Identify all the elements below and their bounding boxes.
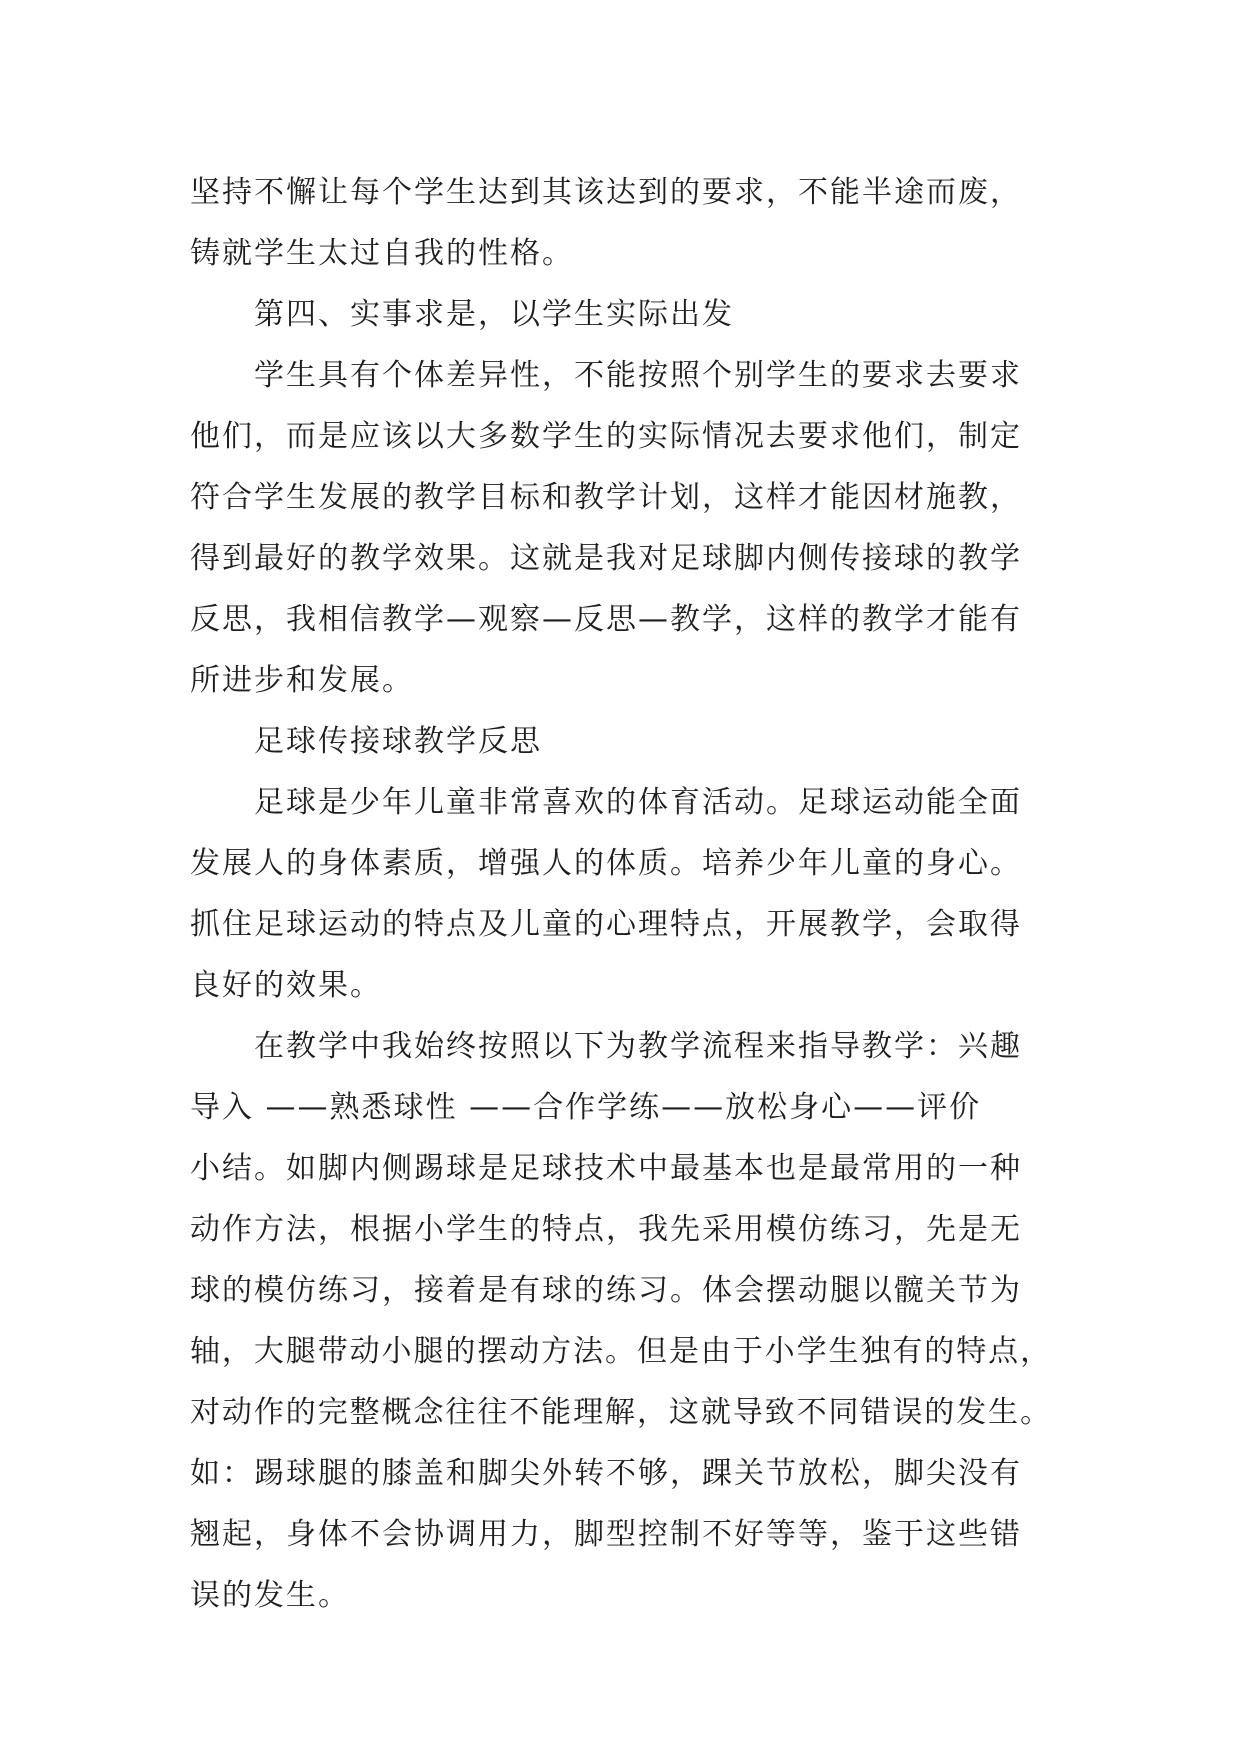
text-line: 对动作的完整概念往往不能理解，这就导致不同错误的发生。	[190, 1395, 1052, 1430]
text-line: 抓住足球运动的特点及儿童的心理特点，开展教学，会取得	[190, 907, 1022, 942]
text-line: 反思，我相信教学—观察—反思—教学，这样的教学才能有	[190, 602, 1022, 637]
text-line: 轴，大腿带动小腿的摆动方法。但是由于小学生独有的特点，	[190, 1334, 1052, 1369]
text-line: 足球传接球教学反思	[254, 724, 542, 759]
text-line: 足球是少年儿童非常喜欢的体育活动。足球运动能全面	[254, 785, 1022, 820]
text-line: 导入 ——熟悉球性 ——合作学练——放松身心——评价	[190, 1090, 982, 1125]
text-line: 学生具有个体差异性，不能按照个别学生的要求去要求	[254, 358, 1022, 393]
text-line: 所进步和发展。	[190, 663, 414, 698]
text-line: 他们，而是应该以大多数学生的实际情况去要求他们，制定	[190, 419, 1022, 454]
text-line: 动作方法，根据小学生的特点，我先采用模仿练习，先是无	[190, 1212, 1022, 1247]
text-line: 第四、实事求是，以学生实际出发	[254, 297, 734, 332]
text-line: 铸就学生太过自我的性格。	[190, 236, 574, 271]
text-line: 得到最好的教学效果。这就是我对足球脚内侧传接球的教学	[190, 541, 1022, 576]
text-line: 良好的效果。	[190, 968, 382, 1003]
text-line: 误的发生。	[190, 1578, 350, 1613]
text-line: 坚持不懈让每个学生达到其该达到的要求，不能半途而废，	[190, 175, 1022, 210]
text-line: 在教学中我始终按照以下为教学流程来指导教学：兴趣	[254, 1029, 1022, 1064]
text-line: 发展人的身体素质，增强人的体质。培养少年儿童的身心。	[190, 846, 1022, 881]
text-line: 球的模仿练习，接着是有球的练习。体会摆动腿以髋关节为	[190, 1273, 1022, 1308]
text-line: 如：踢球腿的膝盖和脚尖外转不够，踝关节放松，脚尖没有	[190, 1456, 1022, 1491]
text-line: 翘起，身体不会协调用力，脚型控制不好等等，鉴于这些错	[190, 1517, 1022, 1552]
document-body	[190, 162, 1052, 1626]
text-line: 小结。如脚内侧踢球是足球技术中最基本也是最常用的一种	[190, 1151, 1022, 1186]
text-line: 符合学生发展的教学目标和教学计划，这样才能因材施教，	[190, 480, 1022, 515]
